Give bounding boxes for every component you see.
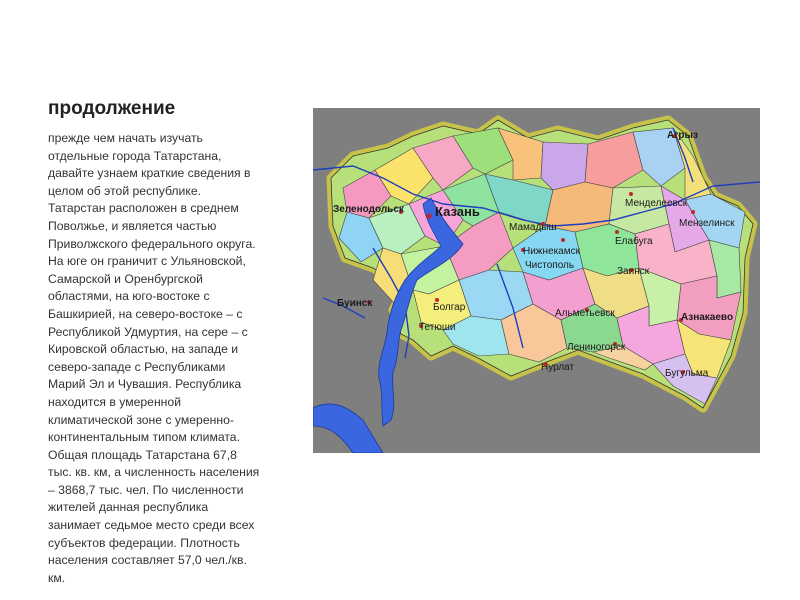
slide-body-text: прежде чем начать изучать отдельные города Татарстана, давайте узнаем краткие сведения в целом об этой республике. Татарстан расположен в среднем Поволжье, и является частью Приволжского федерального округа. На юге он граничит с Ульяновской, Самарской и Оренбургской областями, на юго-востоке с Башкирией, на северо-востоке – с Республикой Удмуртия, на сере – с Кировской областью, на западе и северо-западе с Республиками Марий Эл и Чувашия. Республика находится в умеренной климатической зоне с умеренно- континентальным типом климата. Общая площадь Татарстана 67,8 тыс. кв. км, а численность населения – 3868,7 тыс. чел. По численности жителей данная республика занимает седьмое место среди всех субъектов федерации. Плотность населения составляет 57,0 чел./кв. км.	[48, 131, 260, 585]
city-label-mendeleevsk: Менделеевск	[625, 198, 688, 209]
city-label-kazan: Казань	[435, 204, 480, 219]
city-label-tetyushi: Тетюши	[419, 322, 456, 333]
city-label-aznakaevo: Азнакаево	[681, 312, 734, 323]
slide-title: продолжение	[48, 98, 176, 119]
tatarstan-map	[313, 108, 760, 453]
city-label-buinsk: Буинск	[337, 298, 373, 309]
map-svg	[313, 108, 760, 453]
city-label-zainsk: Заинск	[617, 266, 650, 277]
city-label-nizhnekamsk: Нижнекамск	[523, 246, 580, 257]
city-label-elabuga: Елабуга	[615, 236, 653, 247]
city-label-leninogorsk: Лениногорск	[567, 342, 626, 353]
city-label-chistopol: Чистополь	[525, 260, 575, 271]
volga-lower	[313, 404, 383, 453]
city-label-almetyevsk: Альметьевск	[555, 308, 615, 319]
city-label-bolgar: Болгар	[433, 302, 466, 313]
city-label-menzelinsk: Мензелинск	[679, 218, 735, 229]
city-label-nurlat: Нурлат	[541, 362, 575, 373]
city-label-zelenodolsk: Зеленодольск	[333, 204, 404, 215]
city-label-agryz: Агрыз	[667, 130, 699, 141]
city-label-mamadysh: Мамадыш	[509, 222, 557, 233]
city-label-bugulma: Бугульма	[665, 368, 709, 379]
